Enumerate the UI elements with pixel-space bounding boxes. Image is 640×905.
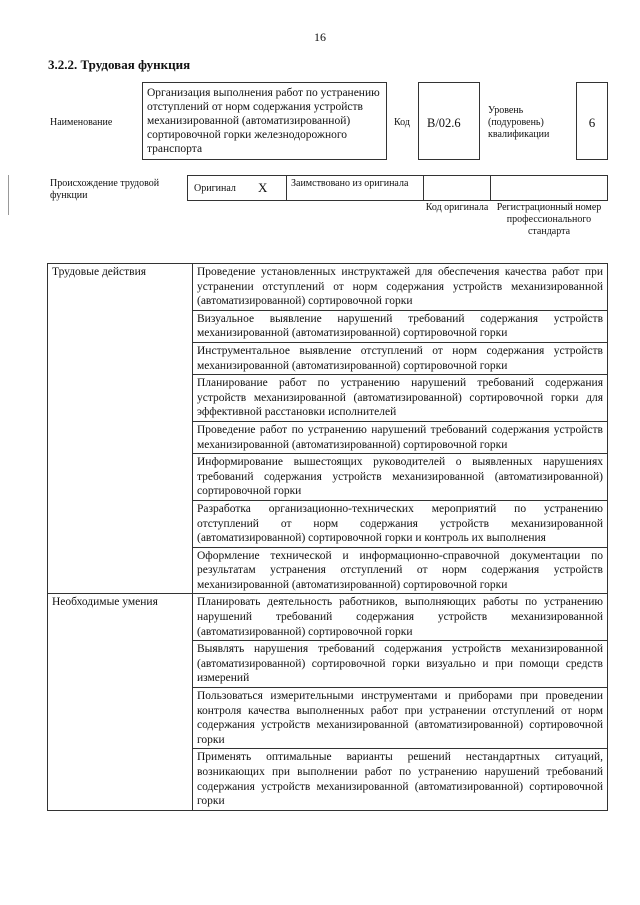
function-name-box: Организация выполнения работ по устранению отступлений от норм содержания устройств механизированной (автоматизированной) сортировочной горки железнодорожного транспорта (142, 82, 387, 160)
table-cell: Оформление технической и информационно-справочной документации по результатам устранения отступлений от норм содержания устройств механизированной (автоматизированной) сортировочной горки (193, 547, 608, 594)
reg-number-label: Регистрационный номер профессионального стандарта (496, 202, 602, 237)
original-label: Оригинал (194, 183, 236, 194)
original-box (187, 175, 287, 201)
function-table (47, 263, 608, 811)
code-label: Код (394, 117, 410, 128)
section-title: 3.2.2. Трудовая функция (48, 57, 191, 72)
name-label: Наименование (50, 117, 113, 128)
code-original-label: Код оригинала (425, 202, 489, 213)
table-cell: Применять оптимальные варианты решений нестандартных ситуаций, возникающих при выполнении работ по устранению нарушений требований содержания устройств механизированной (автоматизированной) сортировочной горки (193, 749, 608, 810)
table-cell: Проведение установленных инструктажей для обеспечения качества работ при устранении отступлений от норм содержания устройств механизированной (автоматизированной) сортировочной горки (193, 264, 608, 311)
original-mark: X (258, 180, 268, 195)
code-box (418, 82, 480, 160)
code-value: B/02.6 (427, 116, 461, 130)
group-title-actions: Трудовые действия (48, 264, 193, 594)
reg-number-box (490, 175, 608, 201)
table-row (48, 264, 608, 311)
code-original-box (423, 175, 491, 201)
origin-label: Происхождение трудовой функции (50, 178, 160, 201)
table-cell: Выявлять нарушения требований содержания устройств механизированной (автоматизированной) сортировочной горки визуально и при помощи средств измерений (193, 641, 608, 688)
table-cell: Инструментальное выявление отступлений от норм содержания устройств механизированной (автоматизированной) сортировочной горки (193, 342, 608, 374)
level-box (576, 82, 608, 160)
table-cell: Разработка организационно-технических мероприятий по устранению отступлений от норм содержания устройств механизированной (автоматизированной) сортировочной горки и контроль их выполнения (193, 500, 608, 547)
scan-margin-line (8, 175, 9, 215)
page-number: 16 (314, 30, 326, 44)
level-value: 6 (588, 115, 596, 130)
borrowed-box: Заимствовано из оригинала (286, 175, 424, 201)
table-cell: Пользоваться измерительными инструментами и приборами при проведении контроля качества выполненных работ при устранении отступлений от норм содержания устройств механизированной (автоматизированной) сортировочной горки (193, 688, 608, 749)
table-cell: Планирование работ по устранению нарушений требований содержания устройств механизированной (автоматизированной) сортировочной горки для эффективной расстановки исполнителей (193, 375, 608, 422)
level-label: Уровень (подуровень) квалификации (488, 105, 550, 140)
table-cell: Визуальное выявление нарушений требований содержания устройств механизированной (автоматизированной) сортировочной горки (193, 310, 608, 342)
table-cell: Проведение работ по устранению нарушений требований содержания устройств механизированной (автоматизированной) сортировочной горки (193, 421, 608, 453)
table-cell: Информирование вышестоящих руководителей о выявленных нарушениях требований содержания устройств механизированной (автоматизированной) сортировочной горки (193, 454, 608, 501)
group-title-skills: Необходимые умения (48, 594, 193, 810)
table-cell: Планировать деятельность работников, выполняющих работы по устранению нарушений требований содержания устройств механизированной (автоматизированной) сортировочной горки (193, 594, 608, 641)
table-row (48, 594, 608, 641)
